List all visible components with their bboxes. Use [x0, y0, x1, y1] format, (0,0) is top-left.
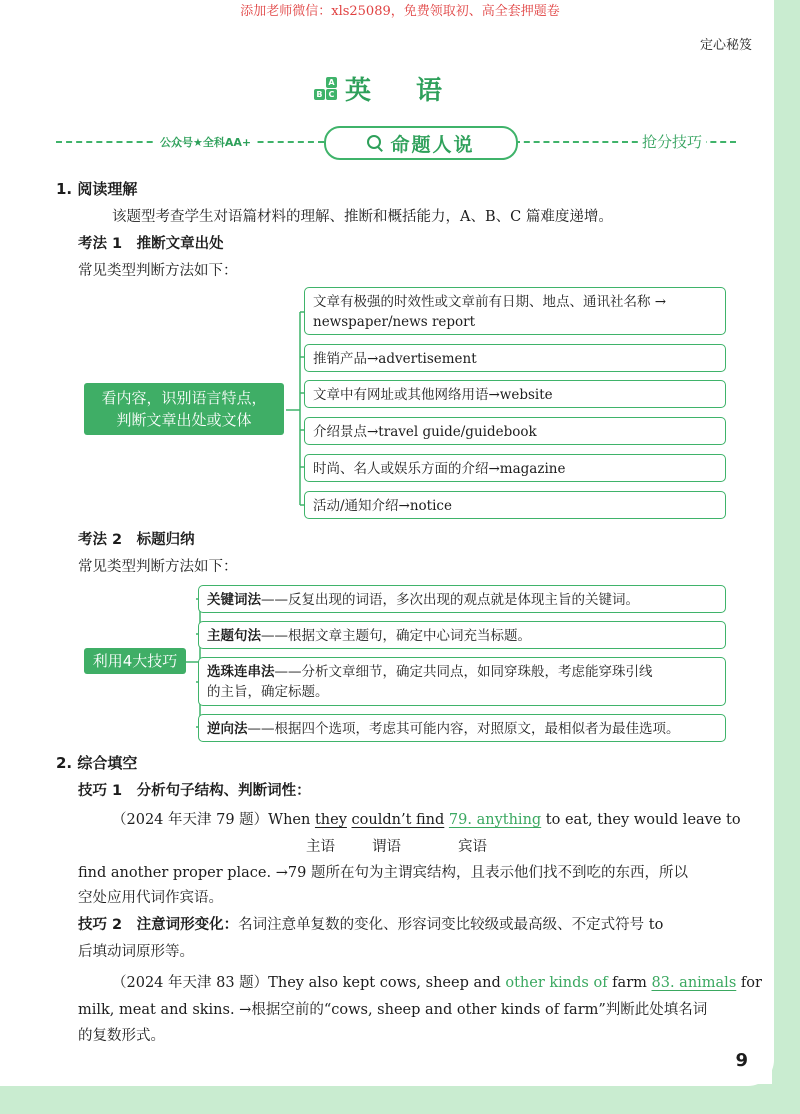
- section1-heading: 1. 阅读理解: [56, 180, 138, 198]
- method1-title: 考法 1 推断文章出处: [78, 236, 224, 252]
- tip1-explanation-line1: find another proper place. →79 题所在句为主谓宾结构，且表示他们找不到吃的东西，所以: [78, 865, 688, 881]
- tip2-line1: 技巧 2 注意词形变化：名词注意单复数的变化、形容词变比较级或最高级、不定式符号 to: [78, 917, 664, 933]
- band-title: 命题人说: [390, 133, 475, 156]
- method2-title: 考法 2 标题归纳: [78, 532, 195, 548]
- method1-lead: 常见类型判断方法如下：: [78, 263, 238, 279]
- source-item-magazine: 时尚、名人或娱乐方面的介绍→magazine: [304, 454, 726, 482]
- tip2-line2: 后填动词原形等。: [78, 944, 194, 960]
- title-item-reverse: 逆向法——根据四个选项，考虑其可能内容，对照原文，最相似者为最佳选项。: [198, 714, 726, 742]
- band-left-text: 公众号★全科AA+: [156, 134, 255, 150]
- blank-83: 83. animals: [651, 975, 737, 991]
- method2-lead: 常见类型判断方法如下：: [78, 559, 238, 575]
- source-item-advertisement: 推销产品→advertisement: [304, 344, 726, 372]
- subject-title: 英 语: [344, 76, 461, 106]
- tip2-explanation-line1: milk, meat and skins. →根据空前的“cows, sheep and other kinds of farm”判断此处填名词: [78, 1002, 708, 1018]
- tip1-example: （2024 年天津 79 题）When they couldn’t find 79. anything to eat, they would leave to: [112, 812, 741, 828]
- subject-word: they: [314, 812, 347, 828]
- label-subject: 主语: [306, 839, 335, 855]
- section1-intro: 该题型考查学生对语篇材料的理解、推断和概括能力，A、B、C 篇难度递增。: [112, 209, 613, 225]
- title-item-topic-sentence: 主题句法——根据文章主题句，确定中心词充当标题。: [198, 621, 726, 649]
- label-object: 宾语: [458, 839, 487, 855]
- green-phrase: other kinds of: [505, 975, 608, 991]
- source-item-travel-guide: 介绍景点→travel guide/guidebook: [304, 417, 726, 445]
- tip1-explanation-line2: 空处应用代词作宾语。: [78, 890, 223, 906]
- verb-word: couldn’t find: [351, 812, 445, 828]
- title-item-bead-string: 选珠连串法——分析文章细节，确定共同点，如同穿珠般，考虑能穿珠引线 的主旨，确定标题。: [198, 657, 726, 706]
- source-item-website: 文章中有网址或其他网络用语→website: [304, 380, 726, 408]
- mindmap1-center: 看内容，识别语言特点， 判断文章出处或文体: [84, 383, 284, 435]
- label-verb: 谓语: [372, 839, 401, 855]
- tip2-title: 技巧 2 注意词形变化：: [78, 917, 239, 933]
- section2-heading: 2. 综合填空: [56, 754, 138, 772]
- source-item-newspaper: 文章有极强的时效性或文章前有日期、地点、通讯社名称 → newspaper/news report: [304, 287, 726, 335]
- abc-blocks-icon: A B C: [314, 77, 337, 100]
- tip2-example: （2024 年天津 83 题）They also kept cows, sheep and other kinds of farm 83. animals for: [112, 975, 762, 991]
- watermark-text: 添加老师微信：xls25089，免费领取初、高全套押题卷: [240, 4, 560, 19]
- tip2-explanation-line2: 的复数形式。: [78, 1028, 165, 1044]
- mindmap2-center: 利用4大技巧: [84, 648, 186, 674]
- blank-79: 79. anything: [448, 812, 542, 828]
- page-number: 9: [735, 1050, 748, 1071]
- title-item-keyword: 关键词法——反复出现的词语，多次出现的观点就是体现主旨的关键词。: [198, 585, 726, 613]
- source-item-notice: 活动/通知介绍→notice: [304, 491, 726, 519]
- corner-label: 定心秘笈: [699, 38, 752, 53]
- tip1-title: 技巧 1 分析句子结构、判断词性：: [78, 783, 311, 799]
- band-right-text: 抢分技巧: [638, 131, 706, 152]
